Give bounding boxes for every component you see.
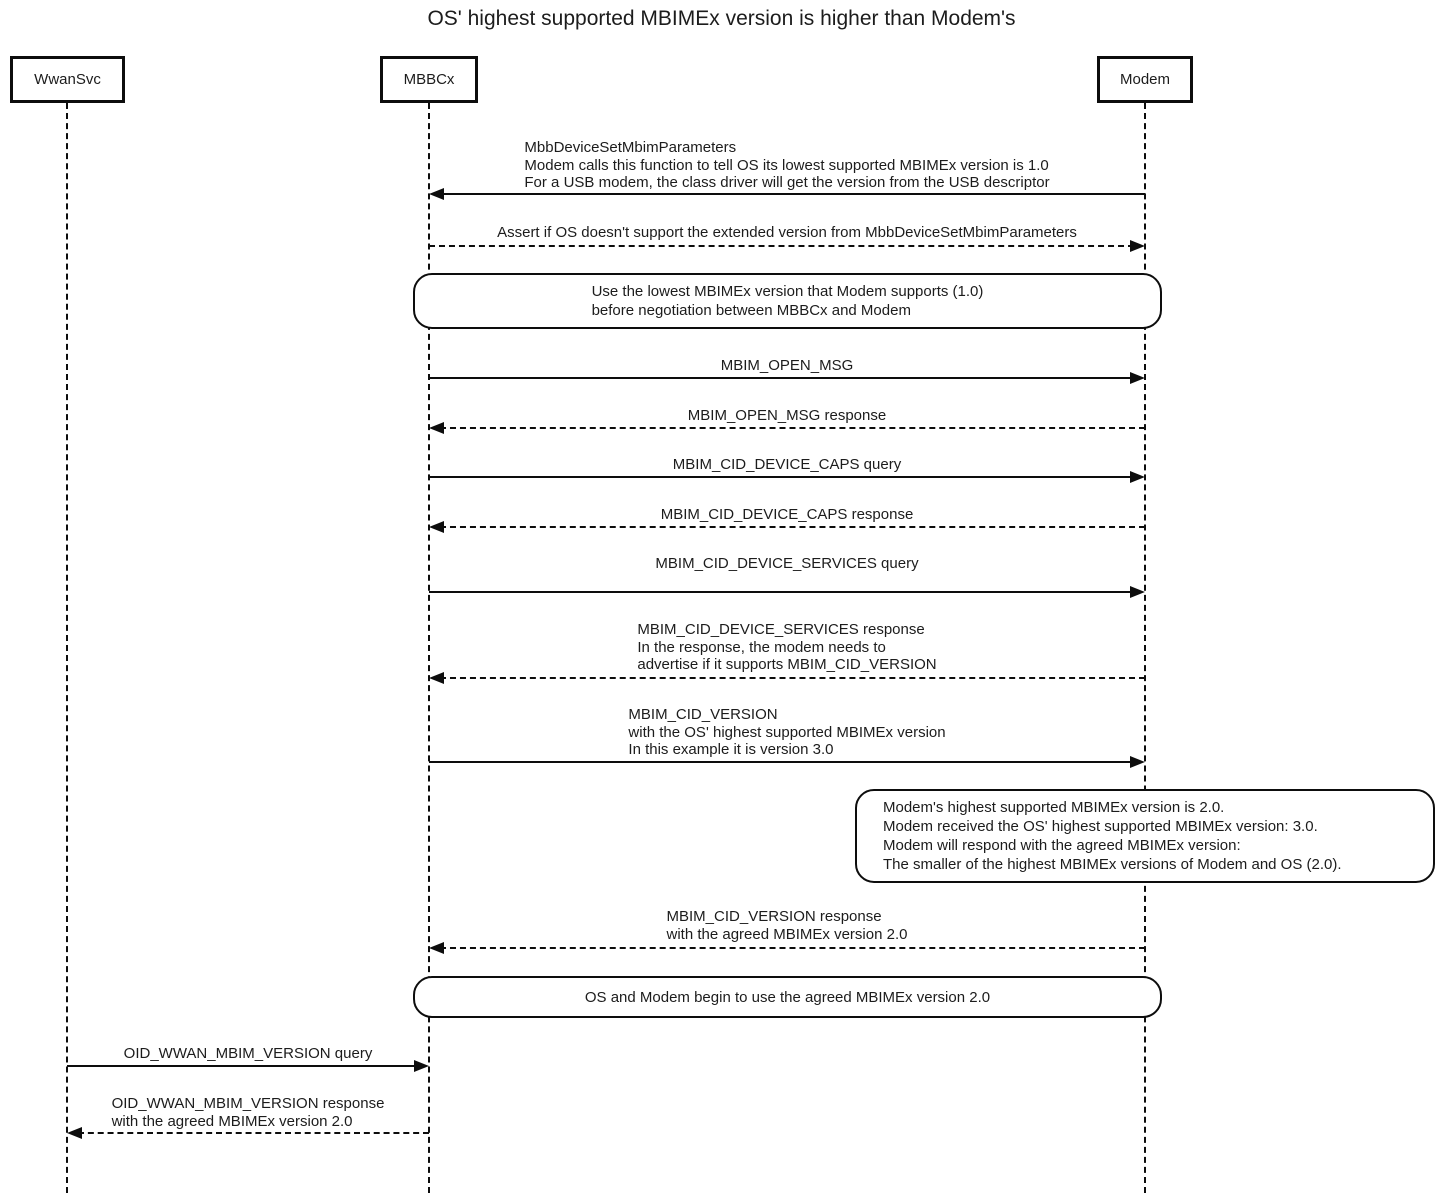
message-label-cid-version-response (429, 908, 1145, 943)
message-line: MBIM_OPEN_MSG response (687, 407, 887, 424)
message-line: MbbDeviceSetMbimParameters (524, 139, 737, 156)
note-line: OS and Modem begin to use the agreed MBIMEx version 2.0 (584, 988, 991, 1006)
actor-mbbcx-label: MBBCx (403, 71, 455, 88)
arrow-shaft (440, 677, 1145, 679)
arrowhead-right-icon (1130, 372, 1145, 384)
arrow-shaft (429, 245, 1134, 247)
arrow-shaft (429, 591, 1134, 593)
note-line: before negotiation between MBBCx and Modem (591, 302, 911, 319)
message-line: MBIM_CID_DEVICE_SERVICES response (637, 621, 925, 638)
message-line: advertise if it supports MBIM_CID_VERSION (637, 656, 937, 673)
message-label-set-mbim-parameters (429, 139, 1145, 192)
message-line: MBIM_CID_DEVICE_CAPS query (672, 456, 902, 473)
message-label-oid-version-response (67, 1095, 429, 1130)
arrowhead-right-icon (1130, 586, 1145, 598)
message-line: MBIM_CID_DEVICE_SERVICES query (655, 555, 919, 572)
arrowhead-right-icon (414, 1060, 429, 1072)
arrowhead-left-icon (429, 188, 444, 200)
actor-mbbcx (380, 56, 478, 103)
note-line: Modem received the OS' highest supported MBIMEx version: 3.0. (883, 818, 1318, 835)
message-line: MBIM_OPEN_MSG (720, 357, 854, 374)
message-label-open-msg (429, 357, 1145, 375)
arrowhead-right-icon (1130, 756, 1145, 768)
note-modem-version-logic (855, 789, 1435, 883)
message-line: with the OS' highest supported MBIMEx version (628, 723, 946, 741)
message-line: OID_WWAN_MBIM_VERSION query (123, 1045, 373, 1062)
arrow-shaft (67, 1065, 418, 1067)
actor-wwansvc (10, 56, 125, 103)
message-line: In the response, the modem needs to (637, 638, 886, 656)
arrowhead-left-icon (429, 942, 444, 954)
arrowhead-left-icon (67, 1127, 82, 1139)
arrowhead-left-icon (429, 672, 444, 684)
arrow-shaft (429, 377, 1134, 379)
message-line: OID_WWAN_MBIM_VERSION response (111, 1095, 385, 1112)
message-label-open-msg-response (429, 407, 1145, 425)
actor-wwansvc-label: WwanSvc (34, 71, 101, 88)
arrowhead-right-icon (1130, 240, 1145, 252)
message-line: with the agreed MBIMEx version 2.0 (666, 925, 908, 943)
note-use-lowest-version (413, 273, 1162, 329)
note-line: Use the lowest MBIMEx version that Modem supports (1.0) (591, 283, 984, 300)
arrow-shaft (440, 193, 1145, 195)
message-line: For a USB modem, the class driver will get the version from the USB descriptor (524, 174, 1050, 191)
message-label-oid-version-query (67, 1045, 429, 1063)
actor-modem (1097, 56, 1193, 103)
message-label-device-services-query (429, 555, 1145, 573)
message-label-device-caps-query (429, 456, 1145, 474)
diagram-title: OS' highest supported MBIMEx version is higher than Modem's (427, 7, 1016, 30)
message-label-device-caps-response (429, 506, 1145, 524)
note-line: The smaller of the highest MBIMEx versions of Modem and OS (2.0). (883, 856, 1342, 873)
message-label-assert (429, 224, 1145, 242)
arrow-shaft (440, 526, 1145, 528)
arrow-shaft (78, 1132, 429, 1134)
message-label-cid-version (429, 706, 1145, 759)
arrow-shaft (440, 947, 1145, 949)
arrowhead-left-icon (429, 521, 444, 533)
message-line: Assert if OS doesn't support the extended version from MbbDeviceSetMbimParameters (497, 224, 1077, 241)
message-line: In this example it is version 3.0 (628, 741, 834, 758)
message-line: MBIM_CID_VERSION response (666, 908, 882, 925)
note-begin-agreed-version (413, 976, 1162, 1018)
message-line: MBIM_CID_VERSION (628, 706, 778, 723)
lifeline-mbbcx (428, 103, 430, 1193)
arrowhead-right-icon (1130, 471, 1145, 483)
note-line: Modem will respond with the agreed MBIMEx version: (883, 837, 1241, 854)
arrow-shaft (429, 761, 1134, 763)
arrow-shaft (429, 476, 1134, 478)
message-line: Modem calls this function to tell OS its lowest supported MBIMEx version is 1.0 (524, 156, 1049, 174)
message-line: with the agreed MBIMEx version 2.0 (111, 1112, 353, 1130)
lifeline-modem (1144, 103, 1146, 1193)
arrowhead-left-icon (429, 422, 444, 434)
arrow-shaft (440, 427, 1145, 429)
note-line: Modem's highest supported MBIMEx version is 2.0. (883, 799, 1225, 816)
actor-modem-label: Modem (1119, 71, 1171, 88)
message-label-device-services-response (429, 621, 1145, 674)
message-line: MBIM_CID_DEVICE_CAPS response (660, 506, 914, 523)
lifeline-wwansvc (66, 103, 68, 1193)
